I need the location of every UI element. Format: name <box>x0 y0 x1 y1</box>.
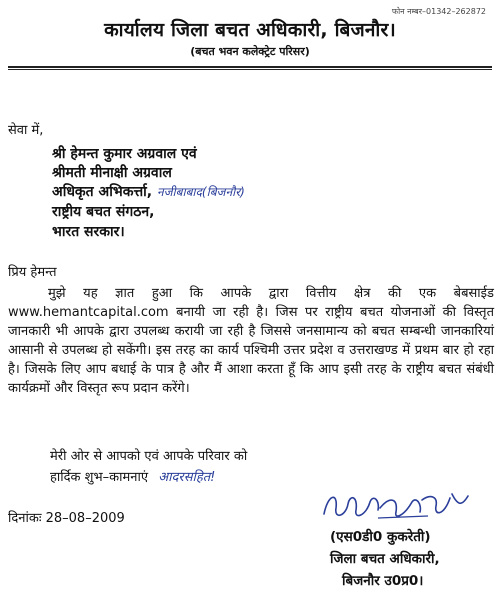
phone-number: फोन नम्बर–01342–262872 <box>391 7 486 16</box>
recipient-line-5: भारत सरकार। <box>52 224 125 240</box>
recipient-line-4: राष्ट्रीय बचत संगठन, <box>52 204 155 220</box>
handwritten-location: नजीबाबाद(बिजनौर) <box>156 185 245 199</box>
date-label: दिनांकः <box>8 511 42 526</box>
letter-body <box>8 284 494 398</box>
closing-line-2 <box>50 467 215 485</box>
signatory-name: (एस0डी0 कुकरेती) <box>330 529 431 545</box>
office-subtitle: (बचत भवन कलेक्ट्रेट परिसर) <box>190 45 310 58</box>
signatory-place: बिजनौर उ0प्र0। <box>342 573 424 589</box>
date-value: 28–08–2009 <box>45 511 125 526</box>
signature-image <box>318 486 478 526</box>
greeting: प्रिय हेमन्त <box>8 265 57 280</box>
recipient-line-1: श्री हेमन्त कुमार अग्रवाल एवं <box>52 146 197 162</box>
body-paragraph: मुझे यह ज्ञात हुआ कि आपके द्वारा वित्तीय क्षेत्र की एक बेबसाईड www.hemantcapital.com बनायी जा रही है। जिस पर राष्ट्रीय बचत योजनाओं की विस्तृत जानकारी भी आपके द्वारा उपलब्ध करायी जा रही है जिससे जनसामान्य को बचत सम्बन्धी जानकारियां आसानी से उपलब्ध हो सकेंगी। इस तरह का कार्य पश्चिमी उत्तर प्रदेश व उत्तराखण्ड में प्रथम बार हो रहा है। जिसके लिए आप बधाई के पात्र है और मैं आशा करता हूँ कि आप इसी तरह के राष्ट्रीय बचत संबंधी कार्यक्रमों और विस्तृत रूप प्रदान करेंगे। <box>8 286 494 396</box>
closing-line-1: मेरी ओर से आपको एवं आपके परिवार को <box>50 449 248 464</box>
office-title: कार्यालय जिला बचत अधिकारी, बिजनौर। <box>104 19 396 41</box>
date-line <box>8 508 125 526</box>
salutation-seva: सेवा में, <box>8 123 44 138</box>
header-divider-thin <box>8 69 492 70</box>
handwritten-regards: आदरसहित! <box>158 470 216 485</box>
signatory-designation: जिला बचत अधिकारी, <box>330 551 440 567</box>
recipient-designation: अधिकृत अभिकर्त्ता, <box>52 184 153 200</box>
header-divider <box>8 66 492 68</box>
closing-wishes: हार्दिक शुभ–कामनाएं <box>50 470 149 485</box>
recipient-line-2: श्रीमती मीनाक्षी अग्रवाल <box>52 165 172 181</box>
recipient-line-3 <box>52 182 245 201</box>
